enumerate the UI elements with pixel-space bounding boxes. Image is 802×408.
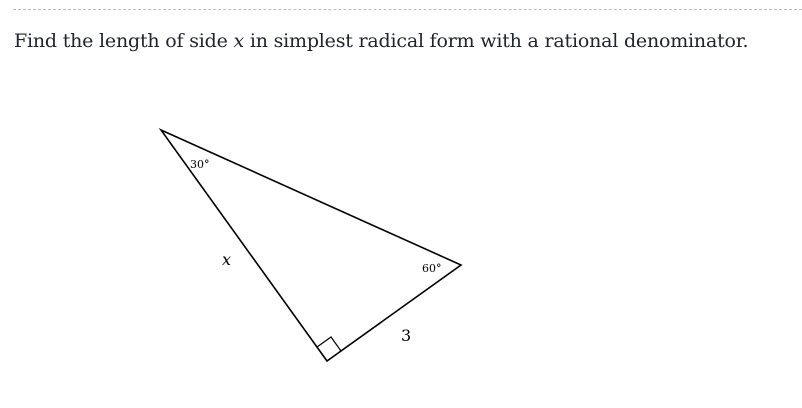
side-label-3: 3 <box>401 326 412 345</box>
question-before: Find the length of side <box>14 30 234 52</box>
angle-label-top: 30° <box>190 158 210 171</box>
question-after: in simplest radical form with a rational denominator. <box>244 30 749 52</box>
right-angle-marker <box>317 337 341 351</box>
angle-label-right: 60° <box>422 262 442 275</box>
side-label-x: x <box>222 250 232 269</box>
question-variable: x <box>233 30 244 52</box>
